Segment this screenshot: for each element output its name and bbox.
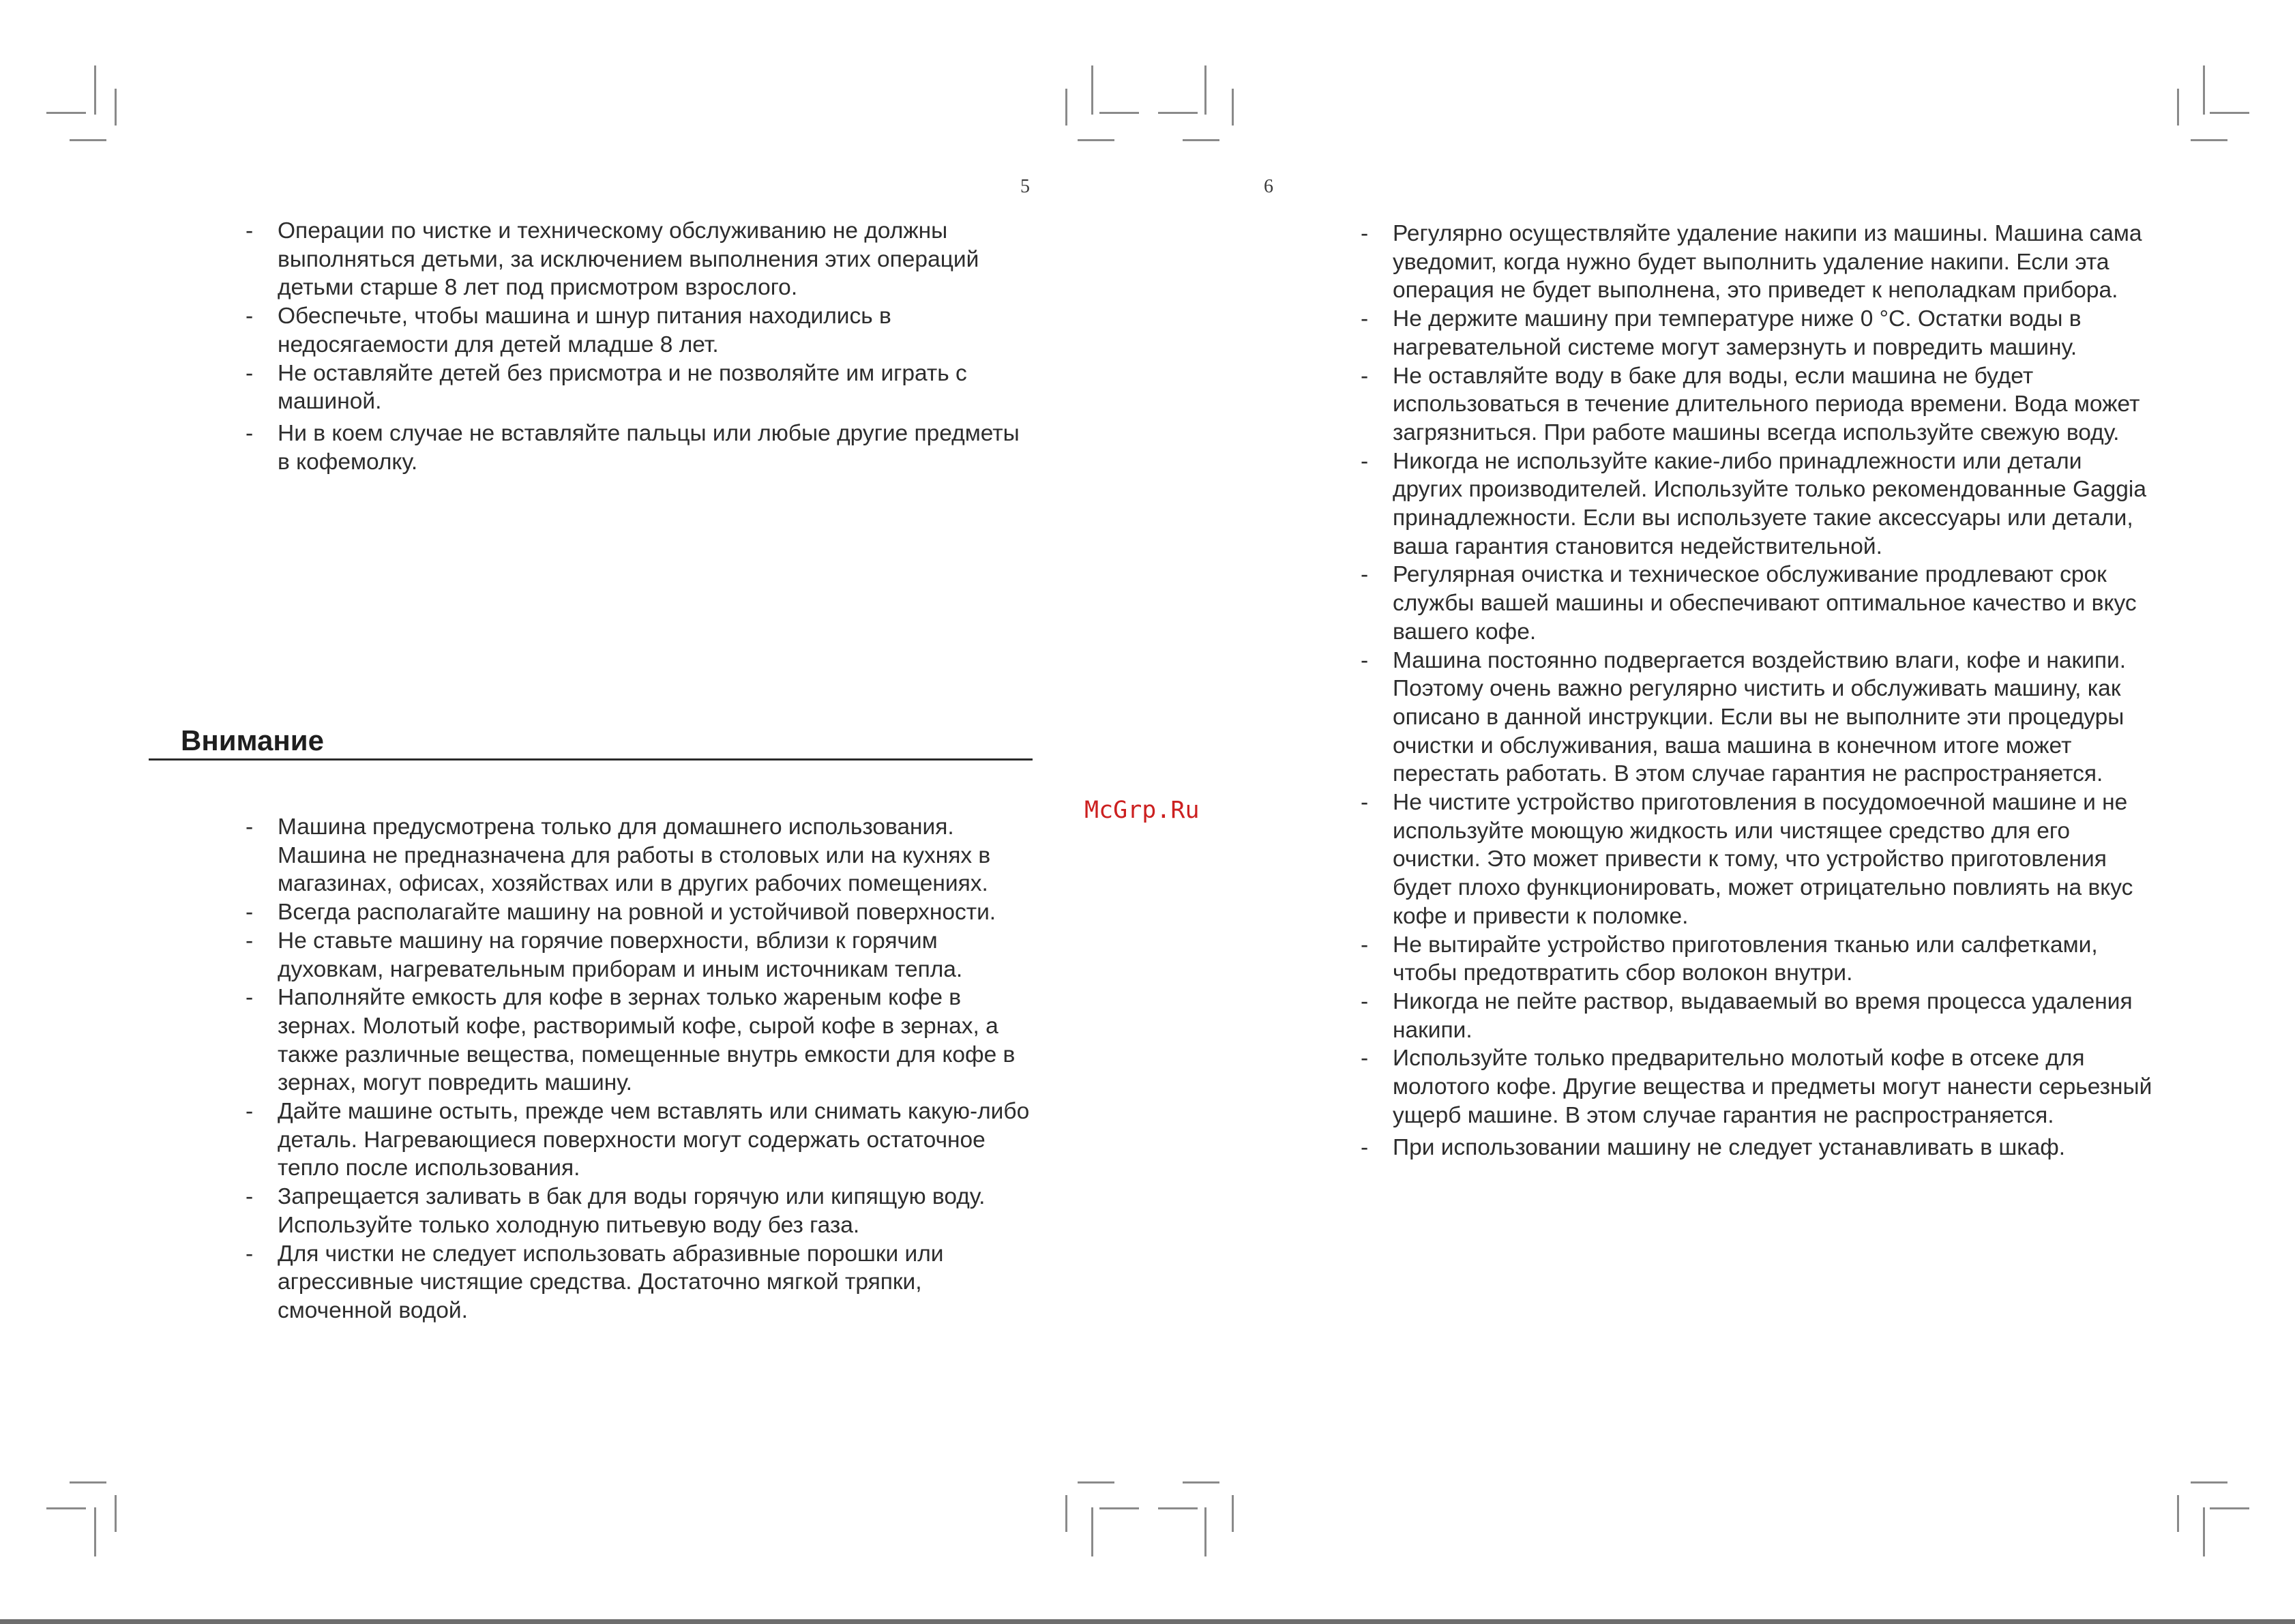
page-number-right: 6 — [1264, 176, 1273, 197]
list-item: - Не вытирайте устройство приготовления тканью или салфетками, чтобы предотвратить сбор волокон внутри. — [1361, 932, 2098, 986]
right-page-list — [1361, 220, 2157, 1162]
section-rule — [149, 758, 1033, 761]
list-item: - Запрещается заливать в бак для воды горячую или кипящую воду. Используйте только холодную питьевую воду без газа. — [246, 1184, 986, 1238]
list-item: - Используйте только предварительно молотый кофе в отсеке для молотого кофе. Другие вещества и предметы могут нанести серьезный ущерб машине. В этом случае гарантия не распространяется. — [1361, 1046, 2152, 1128]
list-item: - Не держите машину при температуре ниже 0 °C. Остатки воды в нагревательной системе могут замерзнуть и повредить машину. — [1361, 306, 2082, 360]
section-heading-attention: Внимание — [181, 724, 324, 756]
list-item: - Никогда не пейте раствор, выдаваемый во время процесса удаления накипи. — [1361, 988, 2133, 1043]
list-item: - Регулярно осуществляйте удаление накипи из машины. Машина сама уведомит, когда нужно будет выполнить удаление накипи. Если эта операция не будет выполнена, это приведет к неполадкам прибора. — [1361, 221, 2142, 304]
left-top-list — [246, 217, 1030, 476]
page-number-left: 5 — [1020, 176, 1030, 197]
watermark: McGrp.Ru — [1084, 797, 1200, 824]
list-item: - Никогда не используйте какие-либо принадлежности или детали других производителей. Используйте только рекомендованные Gaggia принадлежности. Если вы используете такие аксессуары или детали, ваша гарантия становится недействительной. — [1361, 448, 2146, 559]
list-item: - Наполняйте емкость для кофе в зернах только жареным кофе в зернах. Молотый кофе, растворимый кофе, сырой кофе в зернах, а также различные вещества, помещенные внутрь емкости для кофе в зернах, могут повредить машину. — [246, 985, 1016, 1096]
list-item: - Ни в коем случае не вставляйте пальцы или любые другие предметы в кофемолку. — [246, 420, 1020, 475]
list-item: - Обеспечьте, чтобы машина и шнур питания находились в недосягаемости для детей младше 8 лет. — [246, 304, 891, 357]
scan-bottom-edge — [0, 1619, 2295, 1624]
attention-list — [246, 813, 1033, 1325]
list-item: - Регулярная очистка и техническое обслуживание продлевают срок службы вашей машины и обеспечивают оптимальное качество и вкус вашего кофе. — [1361, 562, 2137, 645]
list-item: - При использовании машину не следует устанавливать в шкаф. — [1361, 1134, 2066, 1160]
list-item: - Не ставьте машину на горячие поверхности, вблизи к горячим духовкам, нагревательным приборам и иным источникам тепла. — [246, 928, 963, 982]
list-item: - Машина предусмотрена только для домашнего использования. Машина не предназначена для работы в столовых или на кухнях в магазинах, офисах, хозяйствах или в других рабочих помещениях. — [246, 814, 991, 897]
list-item: - Не оставляйте детей без присмотра и не позволяйте им играть с машиной. — [246, 360, 967, 415]
list-item: - Для чистки не следует использовать абразивные порошки или агрессивные чистящие средства. Достаточно мягкой тряпки, смоченной водой. — [246, 1241, 944, 1323]
list-item: - Не оставляйте воду в баке для воды, если машина не будет использоваться в течение длительного периода времени. Вода может загрязниться. При работе машины всегда используйте свежую воду. — [1361, 363, 2140, 445]
list-item: - Операции по чистке и техническому обслуживанию не должны выполняться детьми, за исключением выполнения этих операций детьми старше 8 лет под присмотром взрослого. — [246, 218, 979, 301]
list-item: - Машина постоянно подвергается воздействию влаги, кофе и накипи. Поэтому очень важно регулярно чистить и обслуживать машину, как описано в данной инструкции. Если вы не выполните эти процедуры очистки и обслуживания, ваша машина в конечном итоге может перестать работать. В этом случае гарантия не распространяется. — [1361, 647, 2127, 787]
list-item: - Дайте машине остыть, прежде чем вставлять или снимать какую-либо деталь. Нагревающиеся поверхности могут содержать остаточное тепло после использования. — [246, 1099, 1030, 1181]
list-item: - Не чистите устройство приготовления в посудомоечной машине и не используйте моющую жидкость или чистящее средство для его очистки. Это может привести к тому, что устройство приготовления будет плохо функционировать, может отрицательно повлиять на вкус кофе и привести к поломке. — [1361, 790, 2133, 929]
list-item: - Всегда располагайте машину на ровной и устойчивой поверхности. — [246, 900, 996, 926]
